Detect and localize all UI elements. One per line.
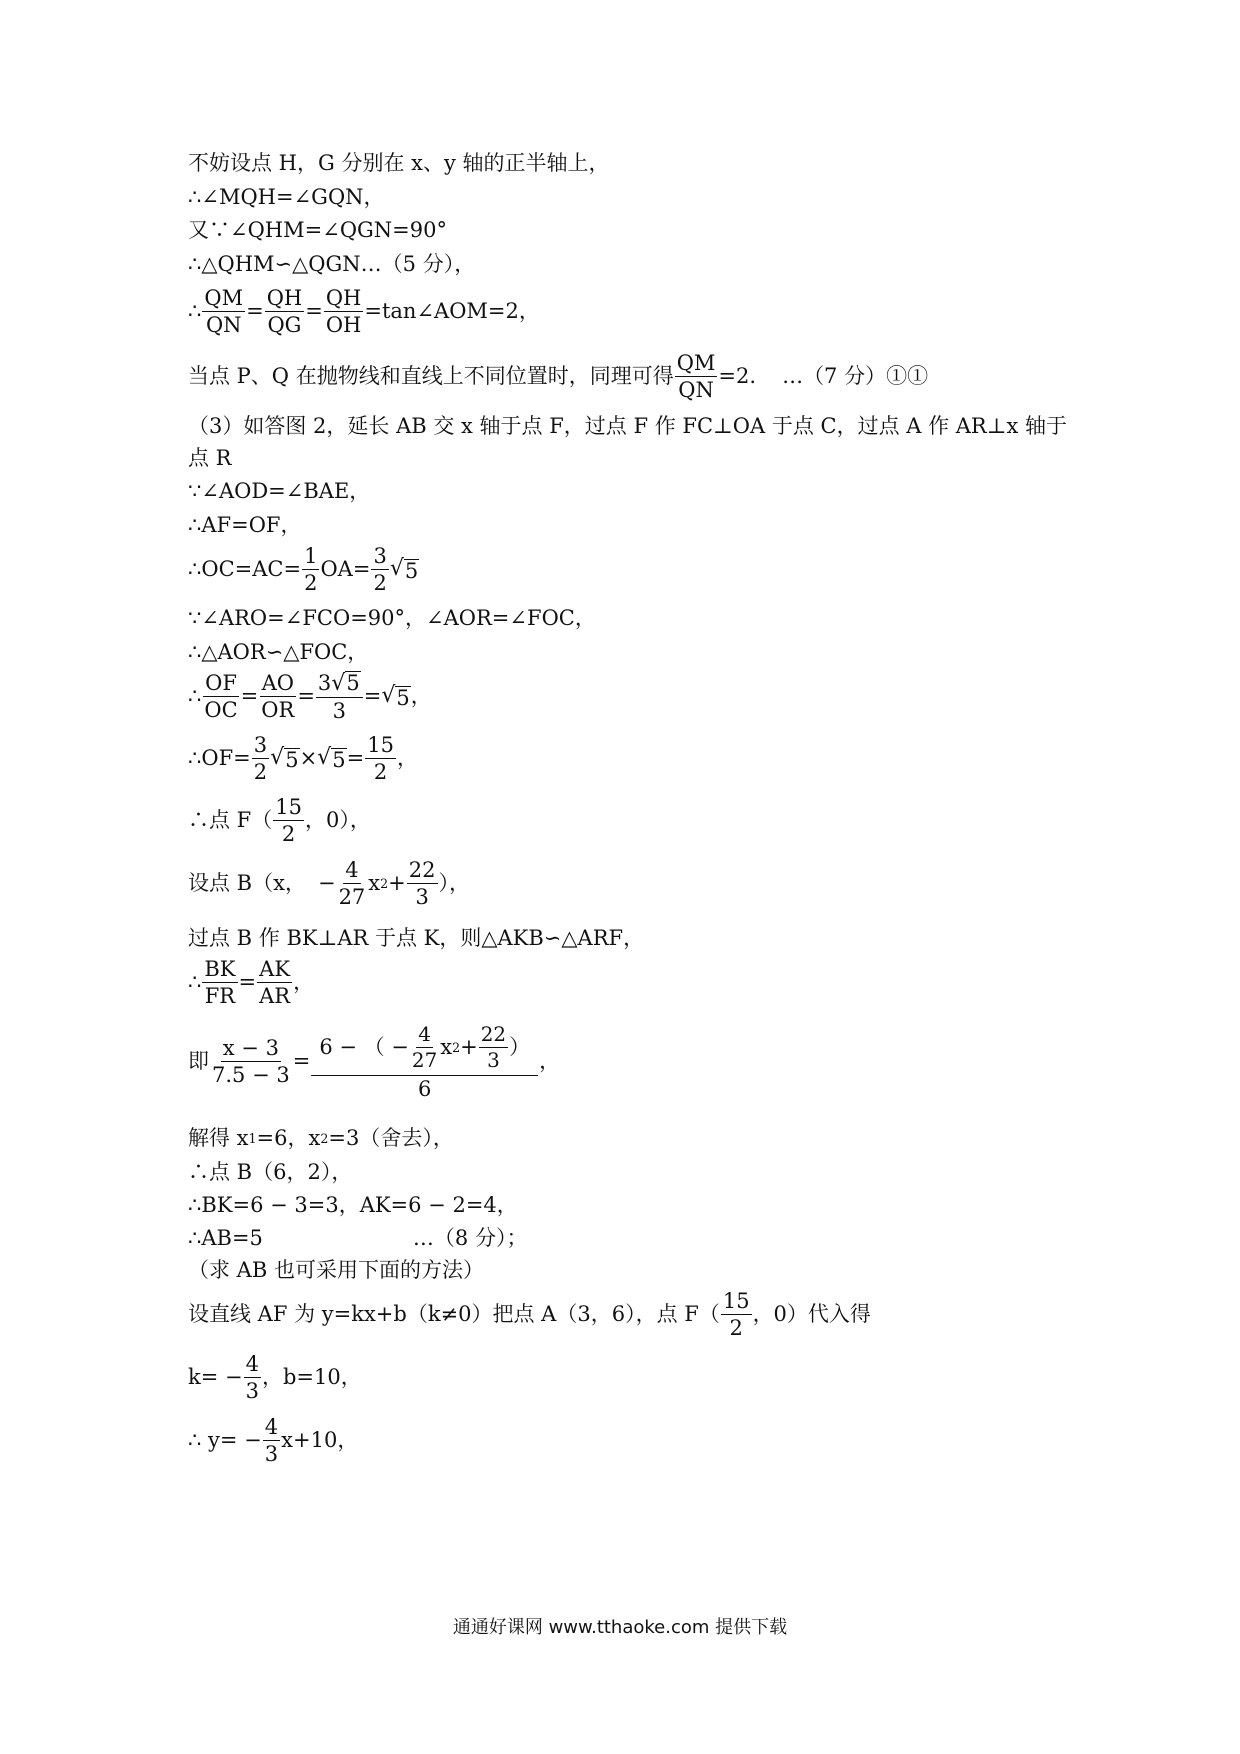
fraction (365, 734, 396, 783)
numerator: OF (203, 672, 239, 697)
text-line (188, 446, 232, 471)
line-text: ∴ y= − (188, 1427, 262, 1452)
numerator: AO (260, 672, 296, 697)
subscript: 2 (320, 1131, 329, 1147)
text-line (188, 513, 301, 538)
line-text: =6，x (256, 1126, 321, 1150)
denominator: 3 (487, 1047, 500, 1072)
line-text: 6 − （ − (319, 1035, 409, 1060)
fraction (202, 958, 237, 1007)
numerator: 15 (273, 796, 304, 821)
numerator: 22 (407, 859, 438, 884)
numerator: 3 (371, 545, 388, 570)
fraction (257, 958, 292, 1007)
denominator: 2 (729, 1316, 743, 1341)
fraction (337, 859, 368, 908)
numerator: 4 (263, 1416, 280, 1441)
line-text: =3（舍去）， (328, 1126, 454, 1150)
equation-line: ∴ $\frac{QM}{QN}$ = $\frac{QH}{QG}$ = $\frac{QH}{OH}$ =tan∠AOM=2， (188, 286, 540, 338)
equation-line: ∴ $\frac{OF}{OC}$ = $\frac{AO}{OR}$ = 3 √ 5 3 = √ 5 ， (188, 670, 432, 724)
line-text: ） (509, 1035, 531, 1060)
minus-sign: − (317, 870, 336, 895)
equation-line (188, 352, 928, 401)
text-line (188, 252, 475, 277)
equation-line: 即 $\frac{x - 3}{7.5 - 3}$ = 6 − （ − $\frac{4}{27}$ x 2 + $\frac{22}{3}$ ） 6 ， (188, 1022, 561, 1101)
line-text: ∴AF=OF， (188, 513, 302, 537)
fraction (410, 1024, 439, 1071)
denominator: 2 (253, 760, 268, 785)
line-text: ∴BK=6 − 3=3，AK=6 − 2=4， (188, 1193, 518, 1217)
plus-sign: + (460, 1035, 478, 1060)
text-line (188, 1258, 484, 1283)
text-line (188, 926, 644, 951)
subscript: 1 (248, 1131, 257, 1147)
equation-tail: ， (396, 745, 418, 770)
equation-tail: =2. (718, 363, 757, 388)
fraction (407, 859, 438, 908)
numerator: 15 (721, 1290, 752, 1315)
denominator: QN (678, 378, 714, 403)
denominator: 27 (338, 885, 366, 910)
therefore-symbol: ∴ (188, 969, 202, 994)
equation-tail: x+10， (281, 1427, 359, 1452)
fraction (371, 545, 388, 594)
numerator: QM (675, 352, 718, 377)
equation-line: ∴OF= $\frac{3}{2}$ √ 5 × √ 5 = $\frac{15}{2}$ ， (188, 733, 418, 785)
numerator: BK (202, 958, 237, 983)
denominator: 3 (332, 699, 347, 724)
line-text: ∵∠AOD=∠BAE， (188, 479, 371, 503)
denominator: FR (204, 984, 236, 1009)
numerator: 4 (418, 1022, 431, 1046)
score-note: …（8 分）； (412, 1226, 528, 1250)
equation-tail: ，0）， (304, 807, 371, 832)
fraction (324, 287, 364, 336)
line-text: （3）如答图 2，延长 AB 交 x 轴于点 F，过点 F 作 FC⊥OA 于点 C，过点 A 作 AR⊥x 轴于 (188, 414, 1068, 438)
numerator: QH (265, 287, 305, 312)
page-footer: 通通好课网 www.tthaoke.com 提供下载 (452, 1617, 788, 1638)
line-text: ∴OC=AC= (188, 556, 302, 581)
line-text: ∵∠ARO=∠FCO=90°，∠AOR=∠FOC， (188, 606, 596, 630)
equation-tail: =tan∠AOM=2， (364, 298, 540, 323)
denominator: 2 (373, 760, 388, 785)
times-sign: × (299, 745, 318, 770)
line-text: 过点 B 作 BK⊥AR 于点 K，则△AKB∽△ARF， (188, 926, 645, 950)
line-text: 点 R (188, 446, 232, 470)
denominator: 6 (418, 1076, 432, 1101)
denominator: OC (204, 698, 238, 723)
equation-line (188, 1416, 358, 1465)
radicand: 5 (285, 747, 299, 772)
numerator: QH (324, 287, 364, 312)
equation-line: ∴ $\frac{BK}{FR}$ = $\frac{AK}{AR}$ ， (188, 957, 315, 1009)
line-text: ∴点 B（6，2）， (188, 1160, 353, 1184)
variable: x (368, 870, 381, 895)
numerator: x − 3 (221, 1037, 281, 1062)
denominator: 27 (411, 1047, 438, 1072)
fraction (202, 287, 245, 336)
denominator: OR (261, 698, 295, 723)
text-line (188, 218, 447, 243)
text-line (188, 606, 596, 631)
line-text: ∴AB=5 (188, 1226, 263, 1250)
line-text: ∴△QHM∽△QGN…（5 分）， (188, 252, 476, 276)
fraction (202, 672, 239, 721)
denominator: QN (205, 313, 242, 338)
equation-tail: ）， (438, 870, 470, 895)
score-note: …（7 分）①① (782, 363, 929, 388)
numerator: AK (257, 958, 292, 983)
radicand: 5 (332, 747, 346, 772)
fraction (252, 734, 269, 783)
denominator: 2 (304, 571, 318, 596)
numerator: 3 (252, 734, 269, 759)
text-line (188, 414, 1067, 439)
numerator: 1 (302, 545, 319, 570)
line-text: 即 (188, 1049, 209, 1074)
variable: x (440, 1035, 453, 1060)
fraction (675, 352, 718, 401)
numerator: QM (202, 287, 245, 312)
fraction (244, 1353, 261, 1402)
numerator: 4 (343, 859, 360, 884)
line-text: 又∵∠QHM=∠QGN=90° (188, 218, 448, 242)
radicand: 5 (404, 558, 419, 583)
exponent: 2 (452, 1039, 461, 1055)
line-text: OA= (320, 556, 371, 581)
equation-line (188, 796, 371, 845)
text-line (188, 1193, 518, 1218)
fraction (265, 287, 305, 336)
square-root: √ 5 (381, 683, 410, 710)
line-text: 不妨设点 H，G 分别在 x、y 轴的正半轴上， (188, 151, 610, 175)
square-root: √ 5 (331, 670, 360, 696)
numerator: 4 (244, 1353, 261, 1378)
line-text: ∴∠MQH=∠GQN， (188, 185, 385, 209)
line-text: ∴OF= (188, 745, 251, 770)
line-text: 当点 P、Q 在抛物线和直线上不同位置时，同理可得 (188, 363, 674, 388)
equation-tail: ， (410, 683, 432, 708)
line-text: 设点 B（x， (188, 870, 306, 895)
fraction (259, 672, 296, 721)
equation-line (188, 1126, 454, 1151)
exponent: 2 (380, 875, 389, 891)
denominator: 3 (415, 885, 429, 910)
denominator: AR (259, 984, 291, 1009)
line-text: （求 AB 也可采用下面的方法） (188, 1258, 484, 1282)
denominator: 2 (281, 822, 296, 847)
equation-line (188, 859, 470, 908)
line-text: k= − (188, 1364, 243, 1389)
equation-tail: ，0）代入得 (752, 1301, 871, 1326)
therefore-symbol: ∴ (188, 683, 202, 708)
text-line (188, 185, 385, 210)
fraction (273, 796, 304, 845)
radicand: 5 (346, 671, 360, 695)
numerator: 22 (480, 1022, 507, 1046)
line-text: 解得 x (188, 1126, 249, 1150)
square-root: √ 5 (270, 745, 299, 772)
fraction (263, 1416, 280, 1465)
numerator: 15 (365, 734, 396, 759)
denominator: OH (325, 313, 362, 338)
denominator: 3 (264, 1442, 279, 1467)
square-root: √ 5 (317, 745, 346, 772)
plus-sign: + (388, 870, 406, 895)
text-line (188, 479, 370, 504)
line-text: ∴点 F（ (188, 807, 273, 832)
text-line (188, 151, 610, 176)
equation-line (188, 545, 419, 594)
text-line (188, 640, 368, 665)
radicand: 5 (396, 685, 410, 710)
fraction (210, 1037, 292, 1086)
therefore-symbol: ∴ (188, 298, 202, 323)
equation-tail: ， (293, 969, 315, 994)
square-root: √ 5 (389, 556, 419, 583)
coefficient: 3 (317, 670, 332, 695)
fraction (316, 671, 363, 722)
text-line (188, 1160, 352, 1185)
denominator: 7.5 − 3 (212, 1063, 290, 1088)
fraction (302, 545, 319, 594)
equation-line (188, 1353, 362, 1402)
fraction (721, 1290, 752, 1339)
denominator: 3 (245, 1379, 259, 1404)
fraction (479, 1024, 508, 1071)
equation-line (188, 1290, 871, 1339)
equation-tail: ， (539, 1049, 561, 1074)
big-fraction (311, 1024, 538, 1100)
numerator (311, 1024, 538, 1076)
numerator (316, 671, 363, 698)
line-text: ∴△AOR∽△FOC， (188, 640, 369, 664)
text-line (188, 1226, 527, 1251)
equation-tail: ，b=10， (261, 1364, 362, 1389)
line-text: 设直线 AF 为 y=kx+b（k≠0）把点 A（3，6），点 F（ (188, 1301, 720, 1326)
denominator: 2 (373, 571, 387, 596)
denominator: QG (267, 313, 302, 338)
